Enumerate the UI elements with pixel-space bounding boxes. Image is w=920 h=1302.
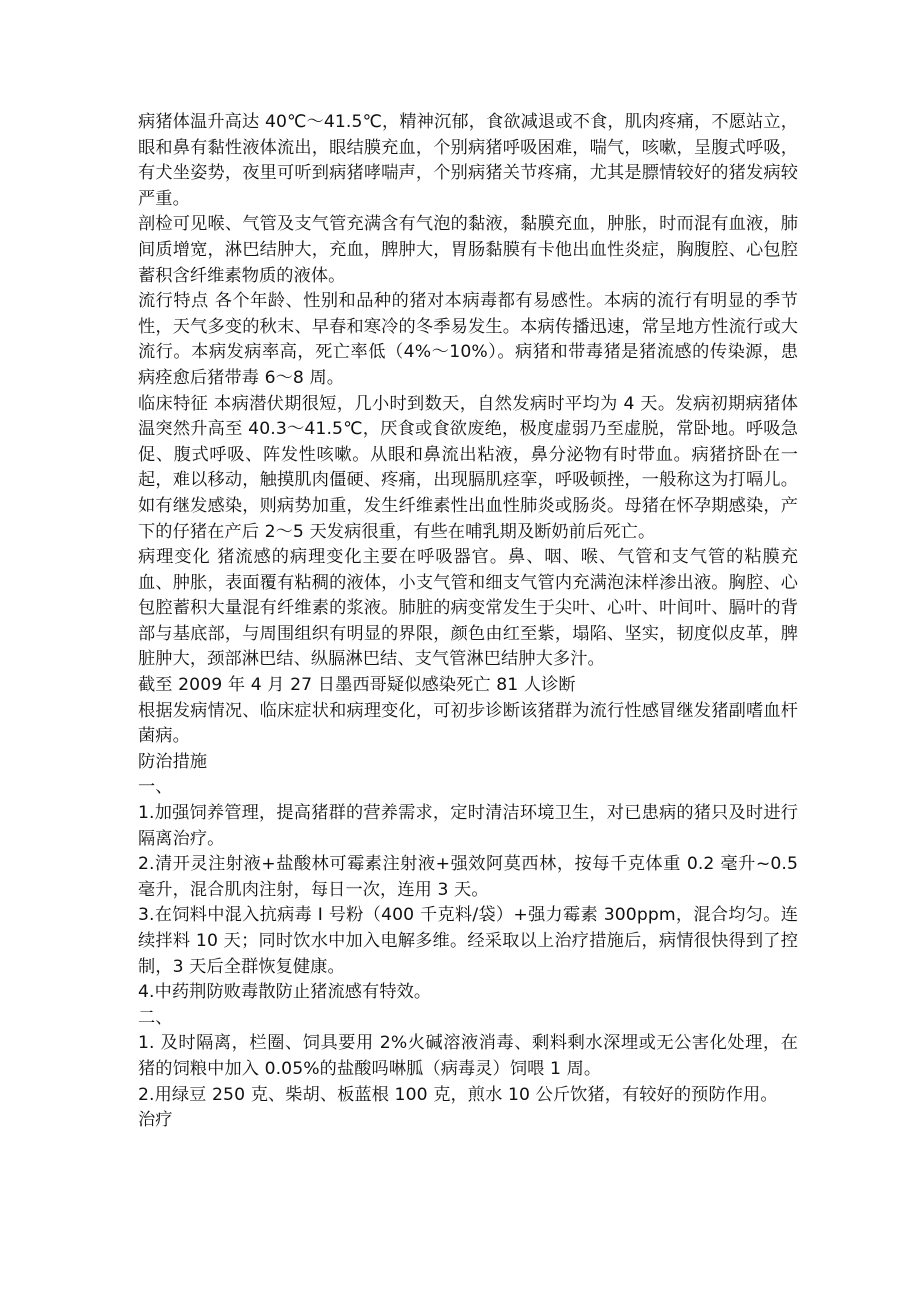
section-heading-treatment: 治疗 xyxy=(138,1110,173,1131)
list-item: 3.在饲料中混入抗病毒 I 号粉（400 千克料/袋）+强力霉素 300ppm，混合均匀。连续拌料 10 天；同时饮水中加入电解多维。经采取以上治疗措施后，病情很快得到了控制，3 天后全群恢复健康。 xyxy=(138,905,798,977)
paragraph-symptoms: 病猪体温升高达 40℃～41.5℃，精神沉郁，食欲减退或不食，肌肉疼痛，不愿站立，眼和鼻有黏性液体流出，眼结膜充血，个别病猪呼吸困难，喘气，咳嗽，呈腹式呼吸，有犬坐姿势，夜里可听到病猪哮喘声，个别病猪关节疼痛，尤其是膘情较好的猪发病较严重。 xyxy=(138,112,798,209)
section-number-two: 二、 xyxy=(138,1007,173,1028)
list-item: 4.中药荆防败毒散防止猪流感有特效。 xyxy=(138,982,432,1003)
paragraph-clinical-features: 临床特征 本病潜伏期很短，几小时到数天，自然发病时平均为 4 天。发病初期病猪体温突然升高至 40.3～41.5℃，厌食或食欲废绝，极度虚弱乃至虚脱，常卧地。呼吸急促、腹式呼吸、阵发性咳嗽。从眼和鼻流出粘液，鼻分泌物有时带血。病猪挤卧在一起，难以移动，触摸肌肉僵硬、疼痛，出现膈肌痉挛，呼吸顿挫，一般称这为打嗝儿。如有继发感染，则病势加重，发生纤维素性出血性肺炎或肠炎。母猪在怀孕期感染，产下的仔猪在产后 2～5 天发病很重，有些在哺乳期及断奶前后死亡。 xyxy=(138,393,798,542)
list-item: 2.清开灵注射液+盐酸林可霉素注射液+强效阿莫西林，按每千克体重 0.2 毫升~0.5 毫升，混合肌肉注射，每日一次，连用 3 天。 xyxy=(138,854,798,900)
list-item: 1. 及时隔离，栏圈、饲具要用 2%火碱溶液消毒、剩料剩水深埋或无公害化处理，在猪的饲粮中加入 0.05%的盐酸吗啉胍（病毒灵）饲喂 1 周。 xyxy=(138,1033,798,1079)
paragraph-diagnosis: 根据发病情况、临床症状和病理变化，可初步诊断该猪群为流行性感冒继发猪副嗜血杆菌病。 xyxy=(138,700,798,747)
list-item: 2.用绿豆 250 克、柴胡、板蓝根 100 克，煎水 10 公斤饮猪，有较好的预防作用。 xyxy=(138,1084,778,1105)
paragraph-autopsy: 剖检可见喉、气管及支气管充满含有气泡的黏液，黏膜充血，肿胀，时而混有血液，肺间质增宽，淋巴结肿大，充血，脾肿大，胃肠黏膜有卡他出血性炎症，胸腹腔、心包腔蓄积含纤维素物质的液体。 xyxy=(138,214,798,286)
paragraph-pathology: 病理变化 猪流感的病理变化主要在呼吸器官。鼻、咽、喉、气管和支气管的粘膜充血、肿胀，表面覆有粘稠的液体，小支气管和细支气管内充满泡沫样渗出液。胸腔、心包腔蓄积大量混有纤维素的浆液。肺脏的病变常发生于尖叶、心叶、叶间叶、膈叶的背部与基底部，与周围组织有明显的界限，颜色由红至紫，塌陷、坚实，韧度似皮革，脾脏肿大，颈部淋巴结、纵膈淋巴结、支气管淋巴结肿大多汁。 xyxy=(138,547,798,670)
paragraph-mexico-note: 截至 2009 年 4 月 27 日墨西哥疑似感染死亡 81 人诊断 xyxy=(138,675,576,696)
section-number-one: 一、 xyxy=(138,777,173,798)
document-body xyxy=(138,110,798,1134)
paragraph-epidemiology: 流行特点 各个年龄、性别和品种的猪对本病毒都有易感性。本病的流行有明显的季节性，天气多变的秋末、早春和寒冷的冬季易发生。本病传播迅速，常呈地方性流行或大流行。本病发病率高，死亡率低（4%～10%）。病猪和带毒猪是猪流感的传染源，患病痊愈后猪带毒 6～8 周。 xyxy=(138,291,798,388)
section-heading-prevention: 防治措施 xyxy=(138,751,208,772)
list-item: 1.加强饲养管理，提高猪群的营养需求，定时清洁环境卫生，对已患病的猪只及时进行隔离治疗。 xyxy=(138,803,798,849)
